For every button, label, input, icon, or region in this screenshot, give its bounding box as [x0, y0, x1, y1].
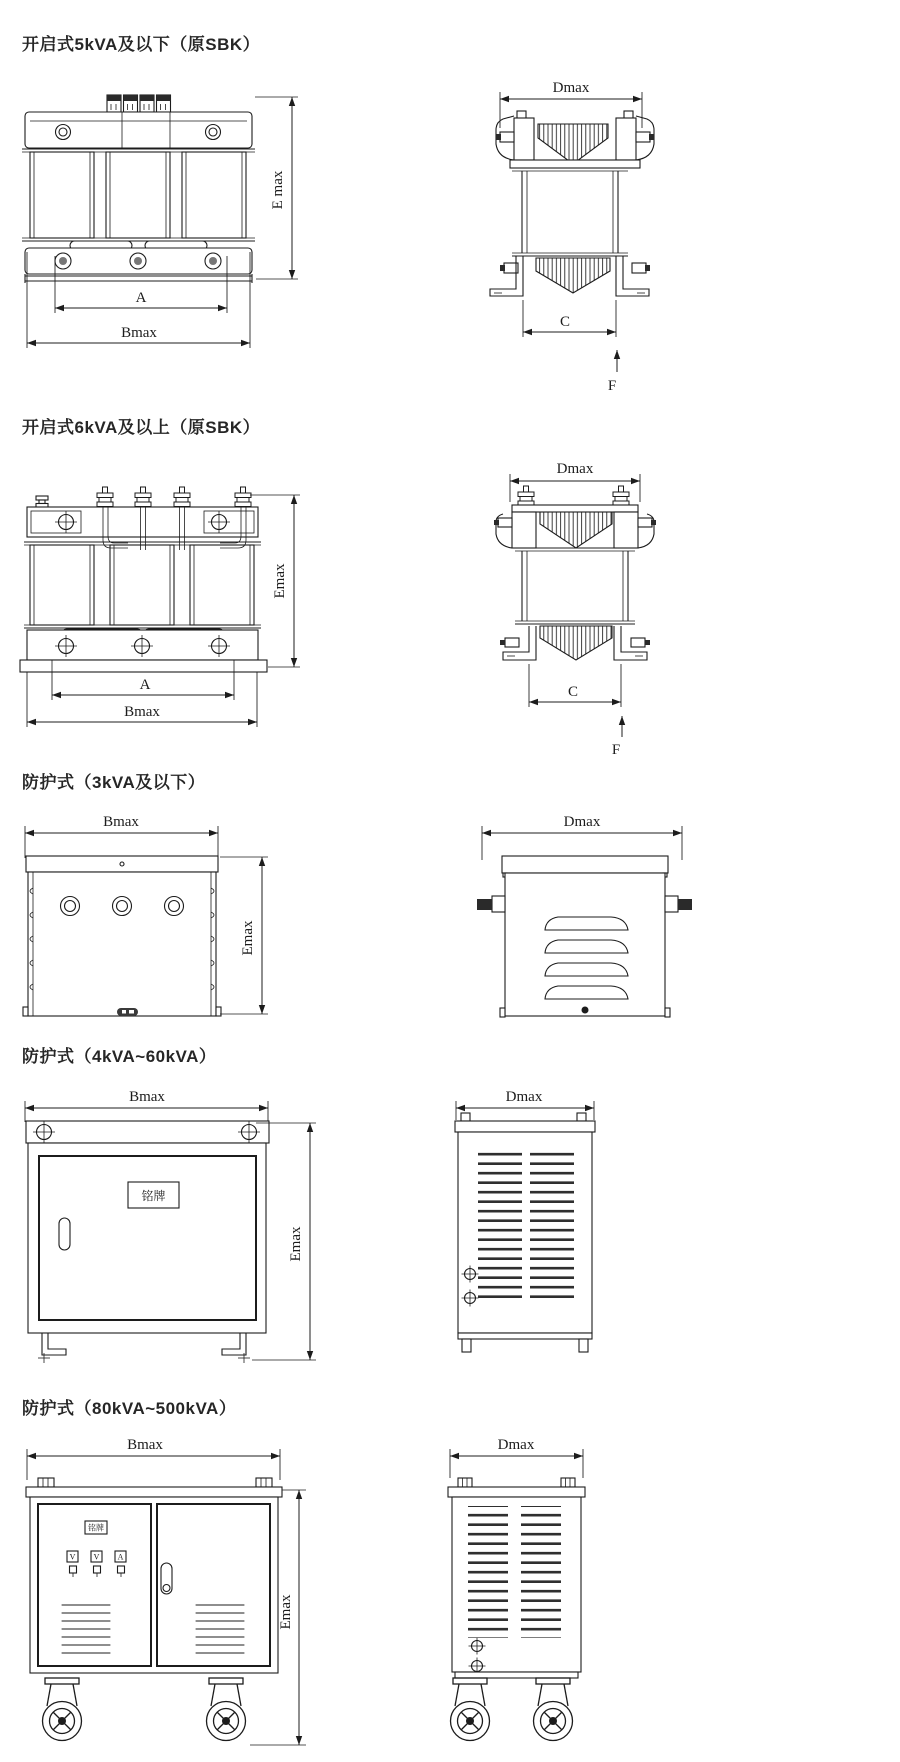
dim-emax: [255, 97, 298, 279]
dim-bmax: [25, 1089, 268, 1122]
core-column: [515, 548, 635, 624]
bottom-clamp: [25, 241, 252, 283]
dim-c: [523, 300, 616, 337]
dim-dmax: [482, 814, 682, 860]
cabinet-front: [26, 1121, 269, 1363]
dim-bmax: [27, 1437, 280, 1480]
vent-louver-column-right: [530, 1152, 574, 1302]
section-title-protected-80-500kva: 防护式（80kVA~500kVA）: [22, 1399, 237, 1418]
meter-v2: V: [93, 1552, 100, 1562]
cabinet-front: [26, 1478, 282, 1741]
cabinet-side: [455, 1113, 595, 1352]
force-arrow: [608, 350, 620, 394]
terminal-knob-right: [678, 899, 692, 910]
width-dim-label: Bmax: [129, 1089, 165, 1105]
width-dim-label: Bmax: [103, 814, 139, 830]
open-5kva-side-view: [430, 60, 680, 400]
inner-width-dim-label: A: [135, 290, 147, 306]
vent-louver-column-left: [478, 1152, 522, 1302]
depth-dim-label: Dmax: [552, 80, 590, 96]
dim-dmax: [450, 1437, 583, 1478]
bottom-coil-and-feet: [490, 256, 650, 296]
top-studs: [36, 487, 251, 508]
inner-width-dim-label: A: [139, 677, 151, 693]
force-arrow: [612, 716, 625, 758]
dim-emax: [220, 857, 268, 1014]
section-title-open-5kva: 开启式5kVA及以下（原SBK）: [22, 35, 261, 54]
section-title-open-6kva: 开启式6kVA及以上（原SBK）: [22, 418, 261, 437]
depth-dim-label: Dmax: [556, 461, 594, 477]
vent-louver-column-left: [468, 1506, 508, 1638]
dim-c: [529, 664, 621, 707]
height-dim-label: E max: [270, 170, 286, 210]
caster-right: [207, 1678, 246, 1741]
width-dim-label: Bmax: [124, 704, 160, 720]
height-dim-label: Emax: [272, 563, 288, 599]
nameplate-label: 铭牌: [141, 1189, 166, 1203]
caster-left: [43, 1678, 82, 1741]
section-title-protected-3kva: 防护式（3kVA及以下）: [22, 773, 206, 792]
meter-v1: V: [69, 1552, 76, 1562]
protected-3kva-side-view: [430, 800, 700, 1032]
meter-a: A: [117, 1552, 124, 1562]
winding-columns: [22, 149, 255, 241]
terminal-knob-left: [477, 899, 492, 910]
dim-dmax: [456, 1089, 594, 1120]
force-label: F: [611, 742, 621, 758]
open-6kva-side-view: [430, 444, 680, 770]
protected-4-60kva-front-view: [0, 1080, 335, 1372]
height-dim-label: Emax: [278, 1594, 294, 1630]
depth-dim-label: Dmax: [505, 1089, 543, 1105]
base-dim-label: C: [567, 684, 579, 700]
enclosure-side: [477, 856, 692, 1017]
open-6kva-front-view: [0, 444, 330, 740]
caster-right: [534, 1678, 573, 1741]
vent-louver-column-right: [521, 1506, 561, 1638]
dim-bmax: [25, 814, 218, 858]
bottom-clamp: [20, 629, 267, 672]
core-column: [512, 168, 628, 256]
terminal-blocks: [107, 95, 171, 112]
top-clamp: [25, 112, 252, 148]
terminal-flange-left: [492, 896, 505, 912]
base-dim-label: C: [559, 314, 571, 330]
dim-a: [52, 672, 234, 700]
width-dim-label: Bmax: [127, 1437, 163, 1453]
height-dim-label: Emax: [288, 1226, 304, 1262]
protected-80-500kva-side-view: [430, 1420, 690, 1762]
cable-gland: [117, 1008, 138, 1016]
nameplate-label: 铭牌: [88, 1523, 104, 1533]
drain-hole: [582, 1007, 589, 1014]
top-clamp-assembly: [494, 486, 656, 548]
depth-dim-label: Dmax: [563, 814, 601, 830]
protected-3kva-front-view: [0, 800, 330, 1032]
force-label: F: [607, 378, 617, 394]
caster-left: [451, 1678, 490, 1741]
cabinet-side: [448, 1478, 585, 1741]
section-title-protected-4-60kva: 防护式（4kVA~60kVA）: [22, 1047, 217, 1066]
height-dim-label: Emax: [240, 920, 256, 956]
depth-dim-label: Dmax: [497, 1437, 535, 1453]
winding-columns: [24, 542, 261, 628]
top-clamp: [27, 507, 258, 550]
mounting-feet: [38, 1333, 250, 1363]
top-clamp-assembly: [496, 111, 654, 168]
bottom-coil-and-feet: [500, 626, 650, 660]
width-dim-label: Bmax: [121, 325, 157, 341]
terminal-flange-right: [665, 896, 678, 912]
protected-4-60kva-side-view: [430, 1080, 680, 1372]
protected-80-500kva-front-view: [0, 1420, 335, 1762]
enclosure-front: [23, 856, 221, 1016]
open-5kva-front-view: [0, 78, 330, 358]
